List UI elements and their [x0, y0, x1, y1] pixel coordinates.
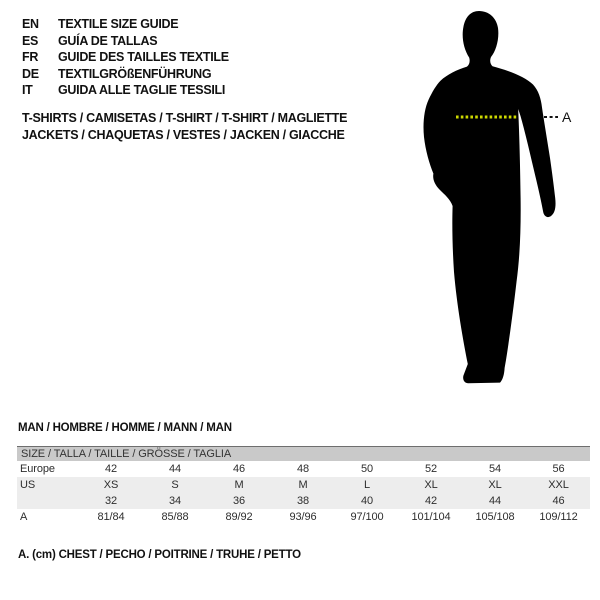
- man-silhouette: [424, 11, 556, 383]
- measurement-footnote: A. (cm) CHEST / PECHO / POITRINE / TRUHE / PETTO: [18, 549, 301, 561]
- size-cell: 32: [104, 495, 118, 507]
- size-cell: 46: [552, 495, 565, 507]
- size-cell: 42: [104, 463, 118, 475]
- lang-label: TEXTILGRÖßENFÜHRUNG: [58, 66, 212, 81]
- size-cell: XXL: [548, 479, 569, 491]
- size-cell: 36: [232, 495, 246, 507]
- lang-row-fr: [22, 49, 229, 66]
- lang-code: DE: [22, 66, 39, 81]
- size-cell: 93/96: [289, 511, 317, 523]
- lang-label: TEXTILE SIZE GUIDE: [58, 17, 179, 31]
- size-cell: 54: [488, 463, 502, 475]
- size-cell: 44: [488, 495, 502, 507]
- size-cell: 105/108: [475, 511, 515, 523]
- size-table: [17, 446, 590, 525]
- size-row-chest-a: [17, 509, 590, 525]
- size-row-unlabeled: [17, 493, 590, 509]
- size-cell: 81/84: [97, 511, 125, 523]
- row-label: A: [20, 511, 28, 523]
- lang-row-en: [22, 16, 229, 33]
- lang-code: FR: [22, 50, 39, 65]
- lang-label: GUIDE DES TAILLES TEXTILE: [58, 50, 229, 65]
- row-label: US: [20, 479, 36, 491]
- lang-code: EN: [22, 17, 39, 31]
- size-cell: 89/92: [225, 511, 253, 523]
- row-label: [17, 493, 79, 509]
- language-list: [22, 16, 229, 99]
- size-row-europe: [17, 461, 590, 477]
- size-cell: 38: [296, 495, 310, 507]
- size-cell: M: [234, 479, 244, 491]
- size-cell: 101/104: [411, 511, 451, 523]
- size-cell: M: [298, 479, 308, 491]
- size-cell: 44: [168, 463, 182, 475]
- size-cell: 52: [424, 463, 438, 475]
- size-cell: XL: [424, 479, 438, 491]
- size-cell: XL: [488, 479, 502, 491]
- category-list: [22, 110, 347, 143]
- lang-label: GUÍA DE TALLAS: [58, 33, 158, 48]
- size-cell: 48: [296, 463, 310, 475]
- size-cell: 40: [360, 495, 374, 507]
- size-cell: 97/100: [350, 511, 384, 523]
- lang-code: IT: [22, 83, 33, 98]
- size-cell: 85/88: [161, 511, 189, 523]
- category-jackets: JACKETS / CHAQUETAS / VESTES / JACKEN / GIACCHE: [22, 127, 345, 142]
- size-cell: 42: [424, 495, 438, 507]
- lang-label: GUIDA ALLE TAGLIE TESSILI: [58, 83, 226, 98]
- measure-label-a: A: [562, 109, 572, 125]
- size-cell: XS: [103, 479, 119, 491]
- category-tshirts: T-SHIRTS / CAMISETAS / T-SHIRT / T-SHIRT / MAGLIETTE: [22, 111, 348, 125]
- size-cell: 56: [552, 463, 565, 475]
- man-silhouette-figure: [400, 0, 580, 395]
- size-cell: 34: [168, 495, 182, 507]
- section-title-man: MAN / HOMBRE / HOMME / MANN / MAN: [18, 422, 232, 434]
- size-cell: L: [363, 479, 371, 491]
- lang-row-es: [22, 33, 229, 50]
- size-cell: 46: [232, 463, 246, 475]
- size-row-us: [17, 477, 590, 493]
- size-cell: 109/112: [539, 511, 578, 523]
- size-cell: 50: [360, 463, 374, 475]
- lang-row-de: [22, 66, 229, 83]
- lang-code: ES: [22, 33, 39, 48]
- size-table-header-row: [17, 447, 590, 462]
- man-silhouette-svg: [400, 0, 580, 395]
- row-label: Europe: [20, 463, 55, 475]
- size-table-header: SIZE / TALLA / TAILLE / GRÖSSE / TAGLIA: [17, 447, 590, 462]
- lang-row-it: [22, 82, 229, 99]
- size-cell: S: [171, 479, 179, 491]
